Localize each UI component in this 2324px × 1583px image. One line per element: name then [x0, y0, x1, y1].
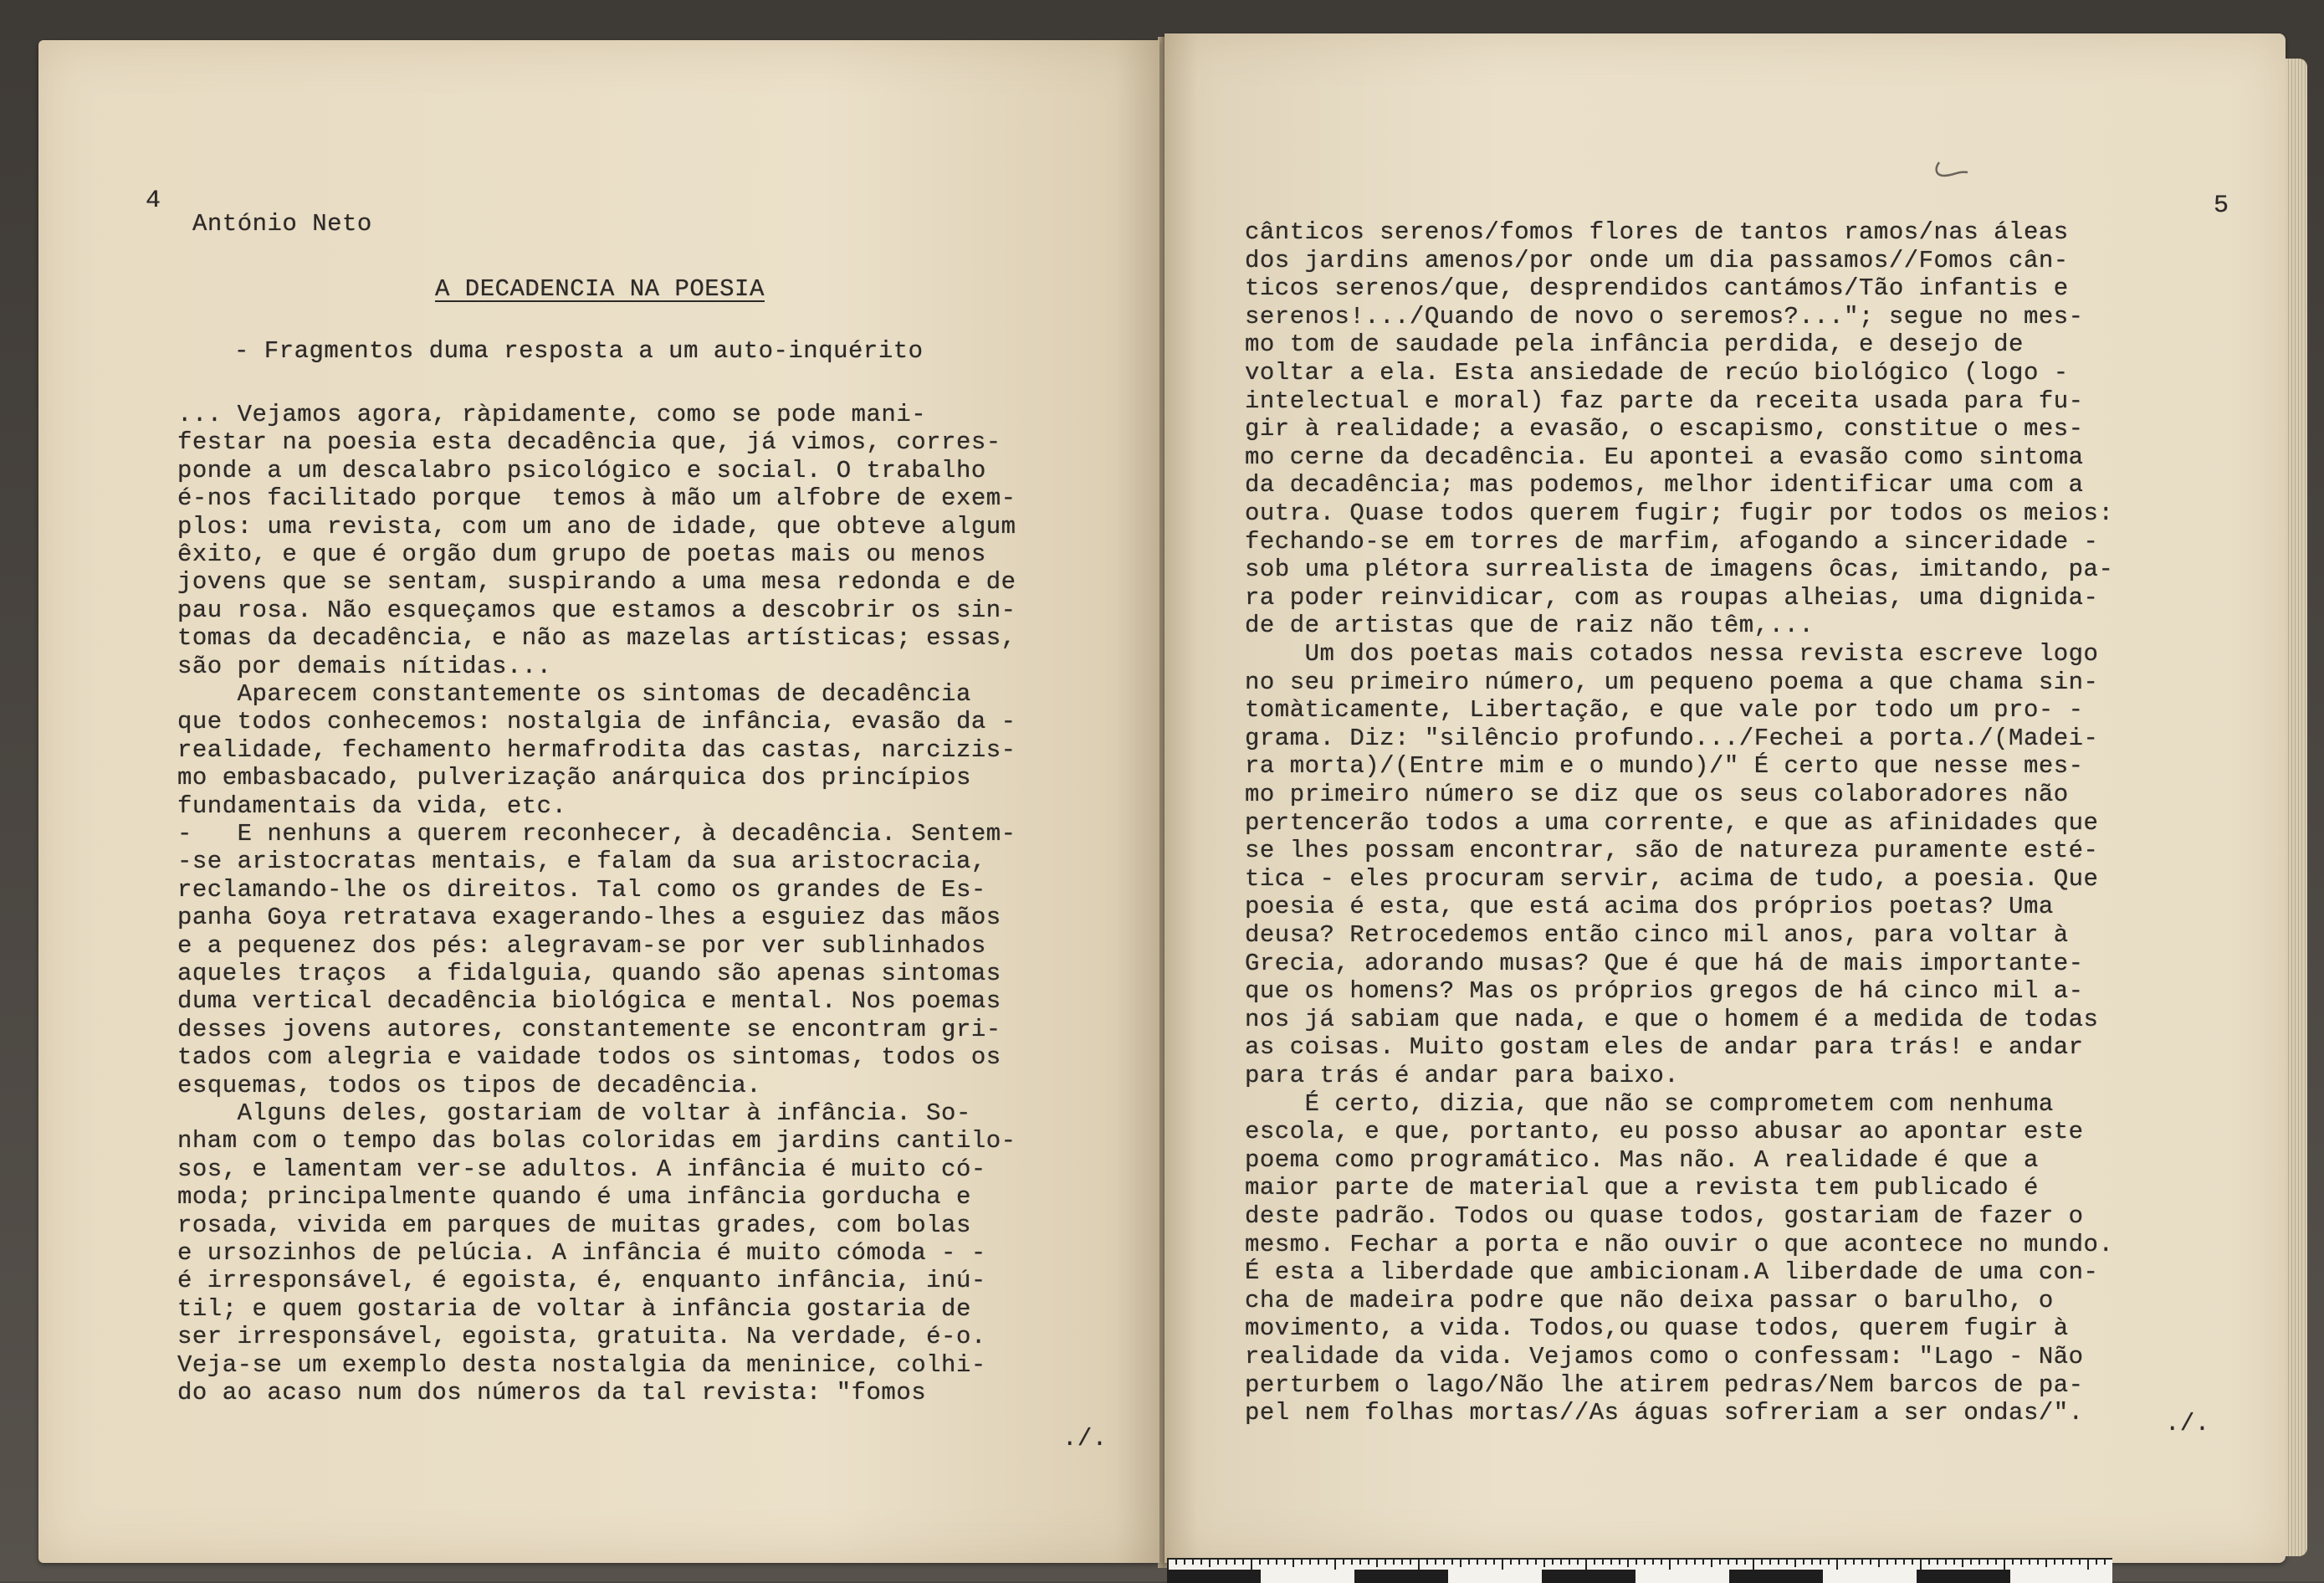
text-line: duma vertical decadência biológica e mental. Nos poemas	[177, 987, 1001, 1016]
text-line: são por demais nítidas...	[177, 652, 552, 680]
text-line: Aparecem constantemente os sintomas de decadência	[177, 680, 971, 708]
text-line: sob uma plétora surrealista de imagens ôcas, imitando, pa-	[1245, 556, 2114, 584]
text-line: gir à realidade; a evasão, o escapismo, constitue o mes-	[1245, 415, 2084, 443]
article-subtitle: - Fragmentos duma resposta a um auto-inquérito	[234, 337, 924, 365]
text-line: rosada, vivida em parques de muitas grades, com bolas	[177, 1211, 971, 1239]
author-name: António Neto	[192, 210, 372, 238]
text-line: tomas da decadência, e não as mazelas artísticas; essas,	[177, 624, 1016, 653]
text-line: deusa? Retrocedemos então cinco mil anos, para voltar à	[1245, 921, 2069, 949]
text-line: poesia é esta, que está acima dos próprios poetas? Uma	[1245, 893, 2054, 921]
page-number-right: 5	[2214, 192, 2229, 220]
text-line: sos, e lamentam ver-se adultos. A infância é muito có-	[177, 1155, 986, 1183]
page-edges	[2286, 59, 2307, 1556]
text-line: Veja-se um exemplo desta nostalgia da meninice, colhi-	[177, 1350, 986, 1379]
text-line: tica - eles procuram servir, acima de tudo, a poesia. Que	[1245, 864, 2099, 893]
text-line: mo embasbacado, pulverização anárquica dos princípios	[177, 764, 971, 792]
text-line: no seu primeiro número, um pequeno poema a que chama sin-	[1245, 668, 2099, 696]
text-line: Grecia, adorando musas? Que é que há de mais importante-	[1245, 949, 2084, 977]
text-line: e a pequenez dos pés: alegravam-se por ver sublinhados	[177, 931, 986, 960]
text-line: escola, e que, portanto, eu posso abusar ao apontar este	[1245, 1118, 2084, 1146]
continuation-mark-left: ./.	[1062, 1425, 1108, 1452]
text-line: ... Vejamos agora, ràpidamente, como se pode mani-	[177, 401, 927, 428]
text-line: É certo, dizia, que não se comprometem com nenhuma	[1245, 1089, 2054, 1118]
text-line: pel nem folhas mortas//As águas sofreriam a ser ondas/".	[1245, 1399, 2084, 1427]
text-line: serenos!.../Quando de novo o seremos?..."; segue no mes-	[1245, 302, 2084, 330]
text-line: se lhes possam encontrar, são de natureza puramente esté-	[1245, 837, 2099, 865]
text-line: dos jardins amenos/por onde um dia passamos//Fomos cân-	[1245, 246, 2069, 274]
text-line: moda; principalmente quando é uma infância gorducha e	[177, 1183, 971, 1212]
text-line: ponde a um descalabro psicológico e social. O trabalho	[177, 456, 986, 484]
text-line: mo primeiro número se diz que os seus colaboradores não	[1245, 781, 2069, 808]
text-line: cânticos serenos/fomos flores de tantos ramos/nas áleas	[1245, 218, 2069, 246]
text-line: mesmo. Fechar a porta e não ouvir o que acontece no mundo.	[1245, 1230, 2114, 1258]
text-line: -se aristocratas mentais, e falam da sua aristocracia,	[177, 848, 986, 876]
text-line: ra morta)/(Entre mim e o mundo)/" É certo que nesse mes-	[1245, 752, 2084, 781]
text-line: tomàticamente, Libertação, e que vale por todo um pro- -	[1245, 696, 2084, 725]
text-line: desses jovens autores, constantemente se encontram gri-	[177, 1015, 1001, 1043]
text-line: pertencerão todos a uma corrente, e que as afinidades que	[1245, 808, 2099, 837]
text-line: é-nos facilitado porque temos à mão um alfobre de exem-	[177, 484, 1016, 513]
text-line: grama. Diz: "silêncio profundo.../Fechei a porta./(Madei-	[1245, 724, 2099, 752]
scale-ruler	[1167, 1558, 2112, 1583]
text-line: é irresponsável, é egoista, é, enquanto infância, inú-	[177, 1267, 986, 1295]
text-line: perturbem o lago/Não lhe atirem pedras/Nem barcos de pa-	[1245, 1370, 2084, 1399]
text-line: que os homens? Mas os próprios gregos de há cinco mil a-	[1245, 977, 2084, 1006]
text-line: as coisas. Muito gostam eles de andar para trás! e andar	[1245, 1033, 2084, 1062]
text-line: nos já sabiam que nada, e que o homem é a medida de todas	[1245, 1005, 2099, 1033]
continuation-mark-right: ./.	[2165, 1410, 2210, 1437]
text-line: que todos conhecemos: nostalgia de infância, evasão da -	[177, 708, 1016, 736]
text-line: para trás é andar para baixo.	[1245, 1062, 1680, 1089]
text-line: da decadência; mas podemos, melhor identificar uma com a	[1245, 471, 2084, 499]
text-line: jovens que se sentam, suspirando a uma mesa redonda e de	[177, 568, 1016, 597]
text-line: mo cerne da decadência. Eu apontei a evasão como sintoma	[1245, 443, 2084, 471]
text-line: esquemas, todos os tipos de decadência.	[177, 1071, 762, 1099]
text-line: do ao acaso num dos números da tal revista: "fomos	[177, 1379, 927, 1406]
text-line: voltar a ela. Esta ansiedade de recúo biológico (logo -	[1245, 359, 2069, 387]
text-line: de de artistas que de raiz não têm,...	[1245, 612, 1815, 640]
text-line: cha de madeira podre que não deixa passar o barulho, o	[1245, 1286, 2054, 1314]
text-line: deste padrão. Todos ou quase todos, gostariam de fazer o	[1245, 1202, 2084, 1230]
text-line: aqueles traços a fidalguia, quando são apenas sintomas	[177, 960, 1001, 987]
text-line: realidade da vida. Vejamos como o confessam: "Lago - Não	[1245, 1343, 2084, 1370]
left-page	[38, 40, 1159, 1563]
text-line: ticos serenos/que, desprendidos cantámos/Tão infantis e	[1245, 274, 2069, 303]
text-line: mo tom de saudade pela infância perdida, e desejo de	[1245, 330, 2024, 359]
text-line: fechando-se em torres de marfim, afogando a sinceridade -	[1245, 527, 2099, 556]
text-line: ser irresponsável, egoista, gratuita. Na verdade, é-o.	[177, 1323, 986, 1351]
text-line: nham com o tempo das bolas coloridas em jardins cantilo-	[177, 1127, 1016, 1155]
text-line: realidade, fechamento hermafrodita das castas, narcizis-	[177, 735, 1016, 764]
text-line: pau rosa. Não esqueçamos que estamos a descobrir os sin-	[177, 596, 1016, 624]
text-line: - E nenhuns a querem reconhecer, à decadência. Sentem-	[177, 820, 1016, 848]
text-line: fundamentais da vida, etc.	[177, 792, 567, 820]
article-title: A DECADENCIA NA POESIA	[435, 275, 765, 303]
text-line: ra poder reinvidicar, com as roupas alheias, uma dignida-	[1245, 583, 2099, 612]
text-line: maior parte de material que a revista tem publicado é	[1245, 1174, 2039, 1202]
text-line: festar na poesia esta decadência que, já vimos, corres-	[177, 428, 1001, 457]
text-line: movimento, a vida. Todos,ou quase todos, querem fugir à	[1245, 1314, 2069, 1343]
text-line: reclamando-lhe os direitos. Tal como os grandes de Es-	[177, 875, 986, 904]
text-line: intelectual e moral) faz parte da receita usada para fu-	[1245, 387, 2084, 415]
text-line: tados com alegria e vaidade todos os sintomas, todos os	[177, 1043, 1001, 1072]
pencil-mark-icon	[1932, 159, 1971, 181]
text-line: panha Goya retratava exagerando-lhes a esguiez das mãos	[177, 904, 1001, 932]
text-line: êxito, e que é orgão dum grupo de poetas mais ou menos	[177, 540, 986, 568]
text-line: poema como programático. Mas não. A realidade é que a	[1245, 1145, 2039, 1174]
text-line: e ursozinhos de pelúcia. A infância é muito cómoda - -	[177, 1239, 986, 1267]
text-line: Um dos poetas mais cotados nessa revista escreve logo	[1245, 640, 2099, 668]
text-line: plos: uma revista, com um ano de idade, que obteve algum	[177, 512, 1016, 540]
text-line: outra. Quase todos querem fugir; fugir por todos os meios:	[1245, 499, 2114, 527]
text-line: til; e quem gostaria de voltar à infância gostaria de	[177, 1294, 971, 1323]
text-line: É esta a liberdade que ambicionam.A liberdade de uma con-	[1245, 1258, 2099, 1287]
right-page	[1165, 33, 2286, 1563]
text-line: Alguns deles, gostariam de voltar à infância. So-	[177, 1099, 971, 1127]
page-number-left: 4	[146, 187, 161, 215]
